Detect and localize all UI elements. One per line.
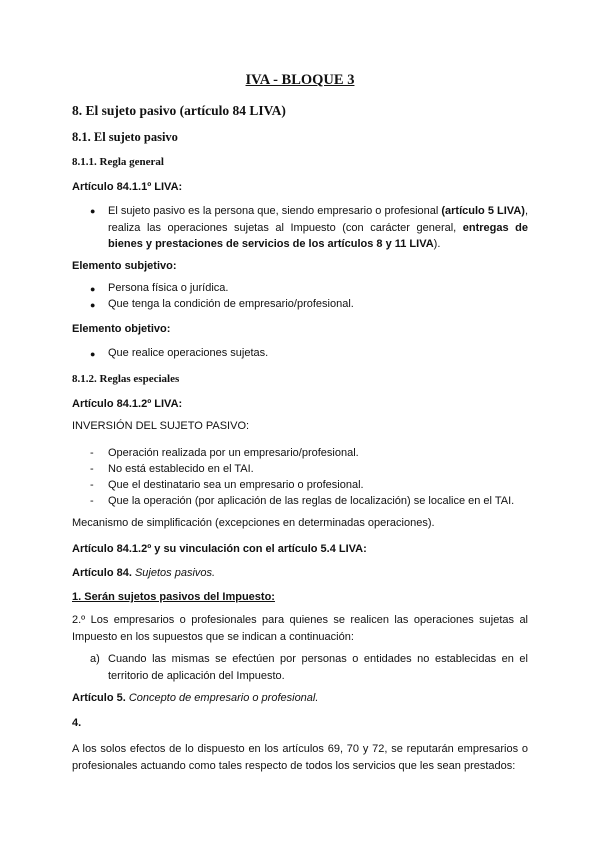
bullet-dot-icon: ● [90,300,96,310]
mecanismo-text: Mecanismo de simplificación (excepciones en determinadas operaciones). [72,517,435,529]
objective-element-heading: Elemento objetivo: [72,323,171,335]
article-5-label: Artículo 5. [72,692,126,704]
item-a-text: Cuando las mismas se efectúen por personas o entidades no establecidas en el territorio de aplicación del Impuesto. [108,653,528,682]
section-8-1-1-heading: 8.1.1. Regla general [72,156,164,168]
bullet-dot-icon: ● [90,284,96,294]
p1-text-a: El sujeto pasivo es la persona que, siendo empresario o profesional [108,205,442,217]
paragraph-3: A los solos efectos de lo dispuesto en los artículos 69, 70 y 72, se reputarán empresarios o profesionales actuando como tales respecto de todos los servicios que les sean prestados: [72,743,528,772]
article-84-line [72,565,215,581]
dash-marker: - [90,447,94,459]
dash-marker: - [90,495,94,507]
bullet-dot-icon: ● [90,206,96,216]
article-84-title: Sujetos pasivos. [134,567,216,579]
list-item: Operación realizada por un empresario/profesional. [108,447,359,459]
section-8-heading: 8. El sujeto pasivo (artículo 84 LIVA) [72,103,286,118]
dash-marker: - [90,479,94,491]
article-link-heading: Artículo 84.1.2º y su vinculación con el artículo 5.4 LIVA: [72,543,367,555]
list-item: Que realice operaciones sujetas. [108,347,269,359]
section-8-1-2-heading: 8.1.2. Reglas especiales [72,373,180,385]
subjective-element-heading: Elemento subjetivo: [72,260,177,272]
p1-text-e: ). [433,238,441,250]
list-item: Que la operación (por aplicación de las reglas de localización) se localice en el TAI. [108,495,515,507]
article-5-line [72,690,318,706]
p1-text-c: , realiza las operaciones sujetas al Impuesto (con carácter general, [108,205,528,234]
list-item: Que tenga la condición de empresario/profesional. [108,298,354,310]
article-84-1-2-heading: Artículo 84.1.2º LIVA: [72,398,183,410]
p1-text-d: entregas de bienes y prestaciones de servicios de los artículos 8 y 11 LIVA [108,221,528,250]
paragraph-2: 2.º Los empresarios o profesionales para quienes se realicen las operaciones sujetas al Impuesto en los supuestos que se indican a continuación: [72,614,528,643]
article-84-1-1-heading: Artículo 84.1.1º LIVA: [72,181,183,193]
list-item: No está establecido en el TAI. [108,463,254,475]
inversion-heading: INVERSIÓN DEL SUJETO PASIVO: [72,420,250,432]
list-item: Que el destinatario sea un empresario o profesional. [108,479,364,491]
bullet-dot-icon: ● [90,349,96,359]
seran-sujetos-heading: 1. Serán sujetos pasivos del Impuesto: [72,591,275,603]
document-title: IVA - BLOQUE 3 [245,72,355,88]
p1-text-b: (artículo 5 LIVA) [441,205,525,217]
list-item: Persona física o jurídica. [108,282,229,294]
article-5-title: Concepto de empresario o profesional. [128,692,319,704]
dash-marker: - [90,463,94,475]
number-4-label: 4. [72,717,82,729]
article-84-label: Artículo 84. [72,567,132,579]
item-a-label: a) [90,653,100,665]
section-8-1-heading: 8.1. El sujeto pasivo [72,130,178,144]
general-rule-paragraph [108,203,528,253]
